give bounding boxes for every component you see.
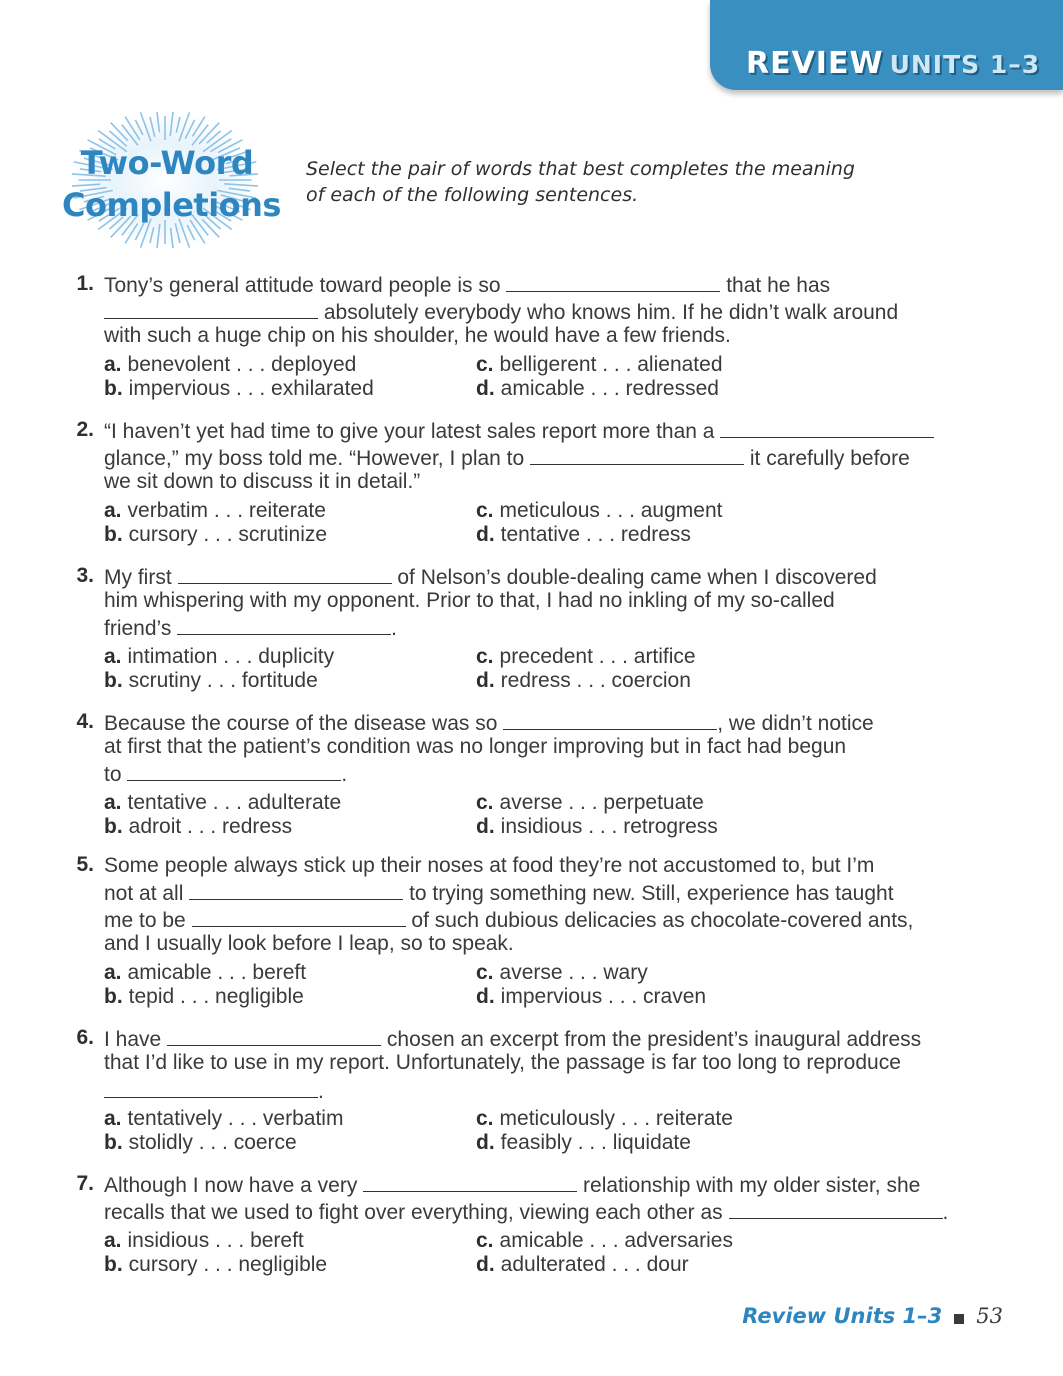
page-number: 53 (976, 1304, 1003, 1328)
option-d[interactable]: d. feasibly . . . liquidate (476, 1131, 691, 1154)
option-a[interactable]: a. benevolent . . . deployed (104, 353, 357, 376)
option-c[interactable]: c. precedent . . . artifice (476, 645, 696, 668)
option-d[interactable]: d. impervious . . . craven (476, 985, 707, 1008)
review-header-text (746, 46, 1040, 81)
answer-blank[interactable] (177, 615, 391, 635)
square-bullet-icon (954, 1314, 964, 1324)
answer-blank[interactable] (192, 907, 406, 927)
question-line: to . (104, 763, 348, 786)
option-a[interactable]: a. insidious . . . bereft (104, 1229, 304, 1252)
question-number: 5. (76, 853, 94, 876)
question-line: me to be of such dubious delicacies as chocolate-covered ants, (104, 909, 914, 932)
option-d[interactable]: d. tentative . . . redress (476, 523, 691, 546)
answer-blank[interactable] (506, 272, 720, 292)
question-line: at first that the patient’s condition was no longer improving but in fact had begun (104, 735, 847, 758)
section-title-line1: Two-Word (80, 144, 254, 182)
units-label: UNITS 1–3 (889, 50, 1041, 79)
question-line: Although I now have a very relationship with my older sister, she (104, 1174, 921, 1197)
question-number: 7. (76, 1172, 94, 1195)
question-line: Because the course of the disease was so , we didn’t notice (104, 712, 874, 735)
option-c[interactable]: c. averse . . . wary (476, 961, 648, 984)
answer-blank[interactable] (530, 445, 744, 465)
question-number: 2. (76, 418, 94, 441)
review-label: REVIEW (746, 46, 884, 81)
option-b[interactable]: b. scrutiny . . . fortitude (104, 669, 318, 692)
option-a[interactable]: a. intimation . . . duplicity (104, 645, 335, 668)
answer-blank[interactable] (104, 1078, 318, 1098)
option-b[interactable]: b. tepid . . . negligible (104, 985, 304, 1008)
option-a[interactable]: a. tentative . . . adulterate (104, 791, 342, 814)
question-line: My first of Nelson’s double-dealing came when I discovered (104, 566, 877, 589)
question-number: 1. (76, 272, 94, 295)
question-line: and I usually look before I leap, so to speak. (104, 932, 514, 955)
question-line: friend’s . (104, 617, 398, 640)
answer-blank[interactable] (178, 564, 392, 584)
question-line: “I haven’t yet had time to give your latest sales report more than a (104, 418, 934, 444)
option-d[interactable]: d. amicable . . . redressed (476, 377, 719, 400)
question-line: with such a huge chip on his shoulder, he would have a few friends. (104, 324, 731, 347)
footer-label: Review Units 1–3 (742, 1304, 943, 1328)
answer-blank[interactable] (167, 1026, 381, 1046)
option-a[interactable]: a. verbatim . . . reiterate (104, 499, 326, 522)
question-line: I have chosen an excerpt from the president’s inaugural address (104, 1028, 922, 1051)
question-number: 3. (76, 564, 94, 587)
question-number: 4. (76, 710, 94, 733)
option-c[interactable]: c. amicable . . . adversaries (476, 1229, 733, 1252)
answer-blank[interactable] (503, 710, 717, 730)
directions-text: Select the pair of words that best completes the meaning of each of the following sentences. (306, 158, 855, 206)
section-title (62, 142, 281, 226)
question-line: him whispering with my opponent. Prior to that, I had no inkling of my so-called (104, 589, 835, 612)
option-d[interactable]: d. insidious . . . retrogress (476, 815, 718, 838)
answer-blank[interactable] (720, 418, 934, 438)
answer-blank[interactable] (729, 1199, 943, 1219)
option-c[interactable]: c. averse . . . perpetuate (476, 791, 704, 814)
page-footer (742, 1304, 1003, 1328)
option-c[interactable]: c. belligerent . . . alienated (476, 353, 723, 376)
option-d[interactable]: d. adulterated . . . dour (476, 1253, 689, 1276)
option-b[interactable]: b. impervious . . . exhilarated (104, 377, 374, 400)
question-line: recalls that we used to fight over everything, viewing each other as . (104, 1201, 949, 1224)
option-a[interactable]: a. amicable . . . bereft (104, 961, 307, 984)
option-b[interactable]: b. stolidly . . . coerce (104, 1131, 297, 1154)
review-header-tab (710, 0, 1063, 90)
answer-blank[interactable] (363, 1172, 577, 1192)
answer-blank[interactable] (127, 761, 341, 781)
answer-blank[interactable] (104, 299, 318, 319)
option-c[interactable]: c. meticulous . . . augment (476, 499, 723, 522)
question-line: we sit down to discuss it in detail.” (104, 470, 421, 493)
option-d[interactable]: d. redress . . . coercion (476, 669, 691, 692)
question-line: Some people always stick up their noses at food they’re not accustomed to, but I’m (104, 854, 875, 877)
option-c[interactable]: c. meticulously . . . reiterate (476, 1107, 733, 1130)
question-line: not at all to trying something new. Still, experience has taught (104, 882, 894, 905)
question-number: 6. (76, 1026, 94, 1049)
option-b[interactable]: b. cursory . . . scrutinize (104, 523, 328, 546)
question-line: glance,” my boss told me. “However, I plan to it carefully before (104, 447, 910, 470)
question-line: Tony’s general attitude toward people is so that he has (104, 274, 831, 297)
option-b[interactable]: b. cursory . . . negligible (104, 1253, 328, 1276)
question-line: absolutely everybody who knows him. If he didn’t walk around (104, 299, 898, 325)
option-b[interactable]: b. adroit . . . redress (104, 815, 293, 838)
option-a[interactable]: a. tentatively . . . verbatim (104, 1107, 344, 1130)
question-line: that I’d like to use in my report. Unfortunately, the passage is far too long to reproduce (104, 1051, 901, 1074)
answer-blank[interactable] (189, 880, 403, 900)
section-title-line2: Completions (62, 186, 281, 224)
question-line: . (104, 1078, 324, 1104)
